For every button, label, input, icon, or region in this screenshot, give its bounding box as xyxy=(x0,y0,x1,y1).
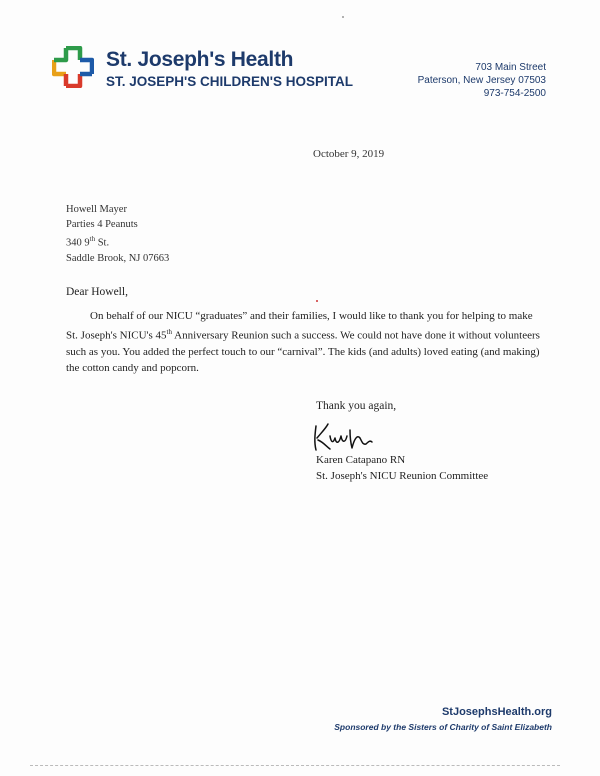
street-number: 340 9 xyxy=(66,237,90,249)
handwritten-signature xyxy=(310,420,390,454)
signer-name: Karen Catapano RN xyxy=(316,454,406,466)
hospital-cross-logo xyxy=(52,46,94,88)
address-block xyxy=(418,61,546,100)
recipient-city: Saddle Brook, NJ 07663 xyxy=(66,252,170,264)
body-part-2: Anniversary Reunion such a success. We could not have done it without volunteers such as you. You added the perfect touch to our “carnival”. The kids (and adults) loved eating (and making) the cotton candy and popcorn. xyxy=(66,329,540,374)
footer-sponsor: Sponsored by the Sisters of Charity of Saint Elizabeth xyxy=(334,722,552,732)
letter-body xyxy=(66,308,540,376)
street-ordinal: th xyxy=(89,235,96,243)
signer-block xyxy=(316,452,488,484)
scan-speck xyxy=(342,16,344,18)
scan-speck xyxy=(316,300,318,302)
signer-title: St. Joseph's NICU Reunion Committee xyxy=(316,470,489,482)
bottom-edge-line xyxy=(30,765,560,766)
body-ordinal: th xyxy=(166,328,172,336)
footer-website: StJosephsHealth.org xyxy=(441,706,552,718)
address-city: Paterson, New Jersey 07503 xyxy=(417,75,546,86)
closing: Thank you again, xyxy=(316,400,397,412)
body-part-1: On behalf of our NICU “graduates” and their families, I would like to thank you for helping to make St. Joseph's NICU's 45 xyxy=(66,310,533,342)
hospital-name: ST. JOSEPH'S CHILDREN'S HOSPITAL xyxy=(106,74,353,89)
recipient-block xyxy=(66,202,169,266)
street-suffix: St. xyxy=(95,237,110,249)
recipient-company: Parties 4 Peanuts xyxy=(66,219,138,230)
organization-name: St. Joseph's Health xyxy=(106,48,294,71)
recipient-street xyxy=(66,232,169,251)
letter-date: October 9, 2019 xyxy=(313,148,385,160)
address-street: 703 Main Street xyxy=(475,62,546,73)
greeting: Dear Howell, xyxy=(66,286,128,298)
address-phone: 973-754-2500 xyxy=(483,88,546,99)
recipient-name: Howell Mayer xyxy=(66,204,127,215)
